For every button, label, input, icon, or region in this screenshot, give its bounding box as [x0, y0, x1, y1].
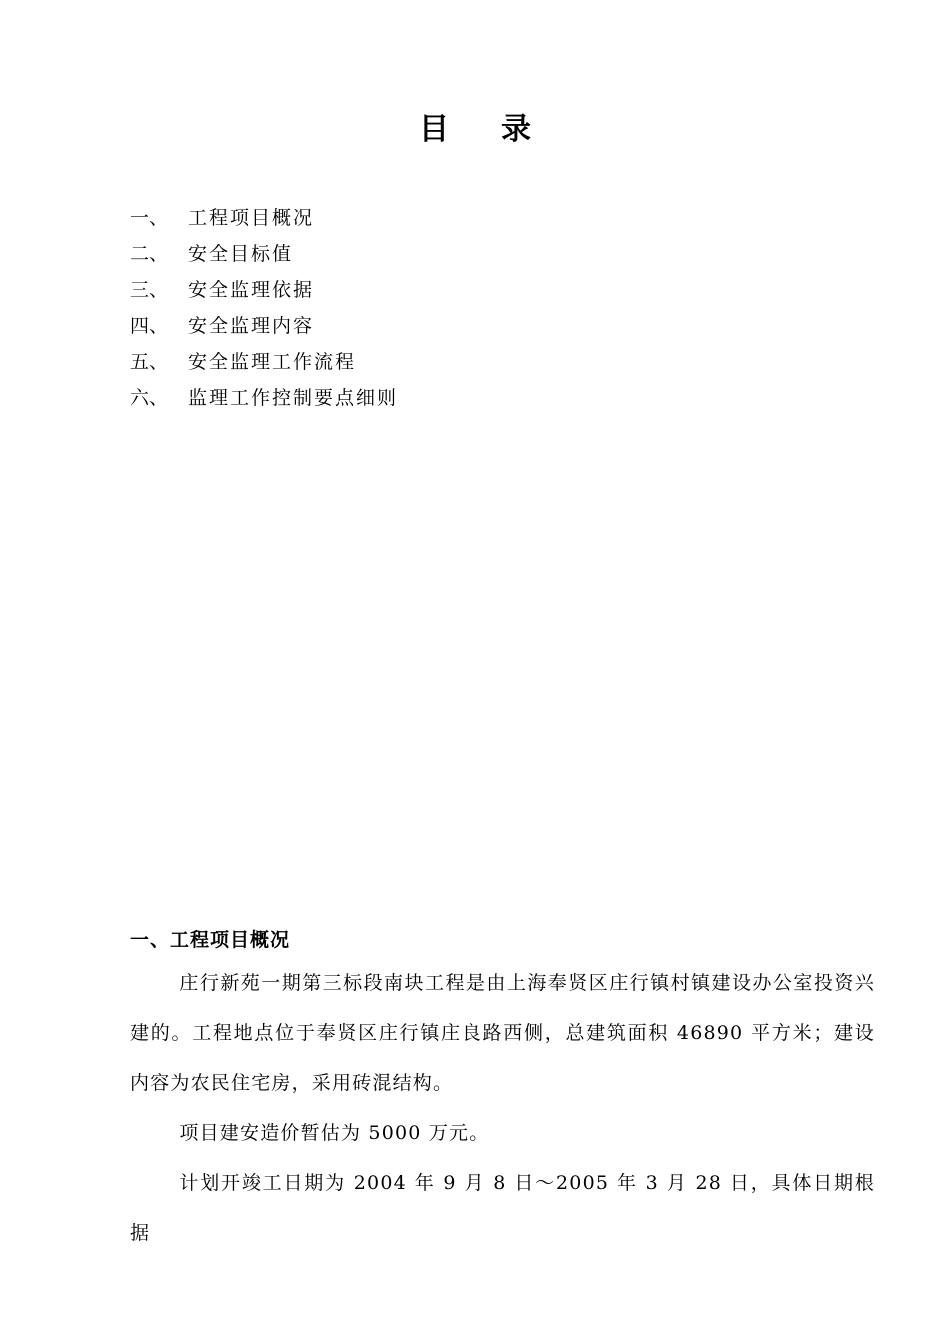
toc-item-number: 五、 — [130, 351, 169, 373]
toc-item-text: 安全目标值 — [188, 243, 294, 265]
toc-item[interactable] — [130, 344, 398, 380]
toc-item-text: 安全监理内容 — [188, 315, 315, 337]
section-heading: 一、工程项目概况 — [130, 929, 291, 951]
toc-item-number: 三、 — [130, 279, 169, 301]
paragraph: 庄行新苑一期第三标段南块工程是由上海奉贤区庄行镇村镇建设办公室投资兴建的。工程地点位于奉贤区庄行镇庄良路西侧，总建筑面积 46890 平方米；建设内容为农民住宅房，采用砖混结构。 — [130, 972, 875, 1094]
toc-title: 目录 — [419, 112, 583, 147]
toc-item[interactable] — [130, 380, 398, 416]
toc-item-text: 监理工作控制要点细则 — [188, 387, 399, 409]
toc-item-text: 安全监理工作流程 — [188, 351, 357, 373]
toc-item[interactable] — [130, 272, 398, 308]
toc-item-number: 二、 — [130, 243, 169, 265]
table-of-contents — [130, 200, 398, 416]
paragraph: 项目建安造价暂估为 5000 万元。 — [179, 1122, 490, 1144]
toc-item[interactable] — [130, 236, 398, 272]
section-project-overview — [130, 922, 875, 1258]
paragraph: 计划开竣工日期为 2004 年 9 月 8 日～2005 年 3 月 28 日，具体日期根据 — [130, 1172, 875, 1244]
toc-item-number: 六、 — [130, 387, 169, 409]
toc-item-text: 安全监理依据 — [188, 279, 315, 301]
toc-item[interactable] — [130, 200, 398, 236]
toc-item-text: 工程项目概况 — [188, 207, 315, 229]
toc-item-number: 四、 — [130, 315, 169, 337]
toc-item-number: 一、 — [130, 207, 169, 229]
toc-item[interactable] — [130, 308, 398, 344]
